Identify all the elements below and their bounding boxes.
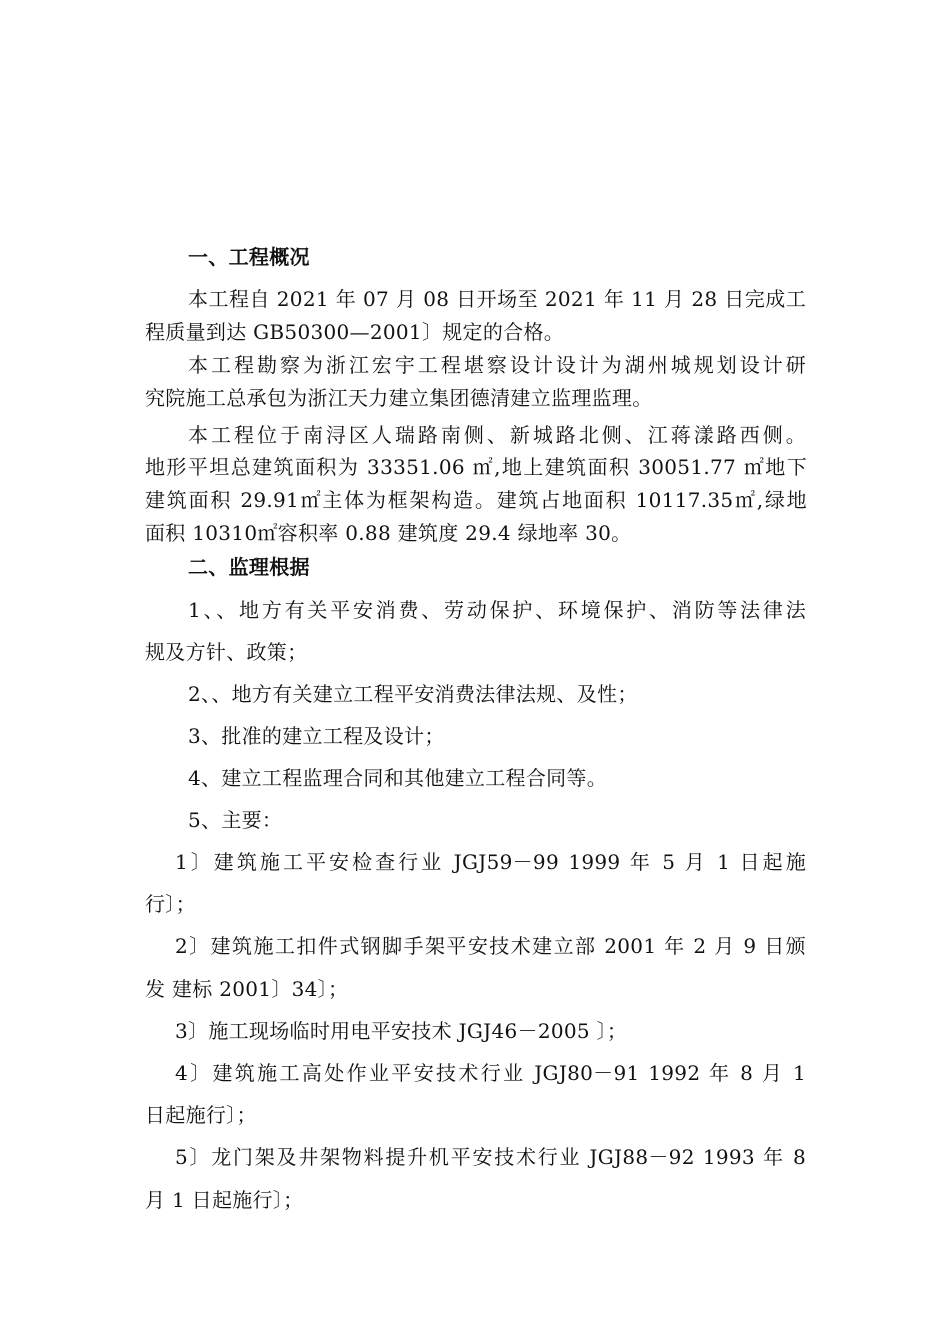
standard-5-line-2: 月 1 日起施行〕； [145, 1188, 304, 1212]
overview-paragraph-1-line-2: 程质量到达 GB50300—2001〕规定的合格。 [145, 320, 565, 344]
standard-4-line-1: 4〕建筑施工高处作业平安技术行业 JGJ80－91 1992 年 8 月 1 [175, 1061, 806, 1085]
overview-paragraph-3-line-2: 地形平坦总建筑面积为 33351.06 ㎡,地上建筑面积 30051.77 ㎡地下 [145, 455, 807, 479]
standard-1-line-1: 1〕建筑施工平安检查行业 JGJ59－99 1999 年 5 月 1 日起施 [175, 850, 806, 874]
overview-paragraph-2-line-1: 本工程勘察为浙江宏宇工程堪察设计设计为湖州城规划设计研 [188, 353, 806, 377]
basis-item-5: 5、主要： [188, 808, 283, 832]
overview-paragraph-3-line-3: 建筑面积 29.91㎡主体为框架构造。建筑占地面积 10117.35㎡,绿地 [145, 488, 807, 512]
basis-item-1-line-1: 1、、地方有关平安消费、劳动保护、环境保护、消防等法律法 [188, 598, 806, 622]
standard-1-line-2: 行〕； [145, 892, 196, 916]
section-heading-overview: 一、工程概况 [188, 245, 310, 269]
standard-3: 3〕施工现场临时用电平安技术 JGJ46－2005 〕； [175, 1019, 628, 1043]
overview-paragraph-2-line-2: 究院施工总承包为浙江天力建立集团德清建立监理监理。 [145, 386, 653, 410]
standard-5-line-1: 5〕龙门架及井架物料提升机平安技术行业 JGJ88－92 1993 年 8 [175, 1145, 806, 1169]
overview-paragraph-1-line-1: 本工程自 2021 年 07 月 08 日开场至 2021 年 11 月 28 日完成工 [188, 287, 806, 311]
overview-paragraph-3-line-1: 本工程位于南浔区人瑞路南侧、新城路北侧、江蒋漾路西侧。 [188, 423, 806, 447]
overview-paragraph-3-line-4: 面积 10310㎡容积率 0.88 建筑度 29.4 绿地率 30。 [145, 521, 632, 545]
basis-item-3: 3、批准的建立工程及设计； [188, 724, 445, 748]
standard-2-line-2: 发 建标 2001〕34〕； [145, 977, 349, 1001]
basis-item-1-line-2: 规及方针、政策； [145, 640, 308, 664]
basis-item-2: 2、、地方有关建立工程平安消费法律法规、及性； [188, 682, 638, 706]
basis-item-4: 4、建立工程监理合同和其他建立工程合同等。 [188, 766, 608, 790]
standard-4-line-2: 日起施行〕； [145, 1103, 257, 1127]
section-heading-basis: 二、监理根据 [188, 555, 310, 579]
standard-2-line-1: 2〕建筑施工扣件式钢脚手架平安技术建立部 2001 年 2 月 9 日颁 [175, 934, 806, 958]
